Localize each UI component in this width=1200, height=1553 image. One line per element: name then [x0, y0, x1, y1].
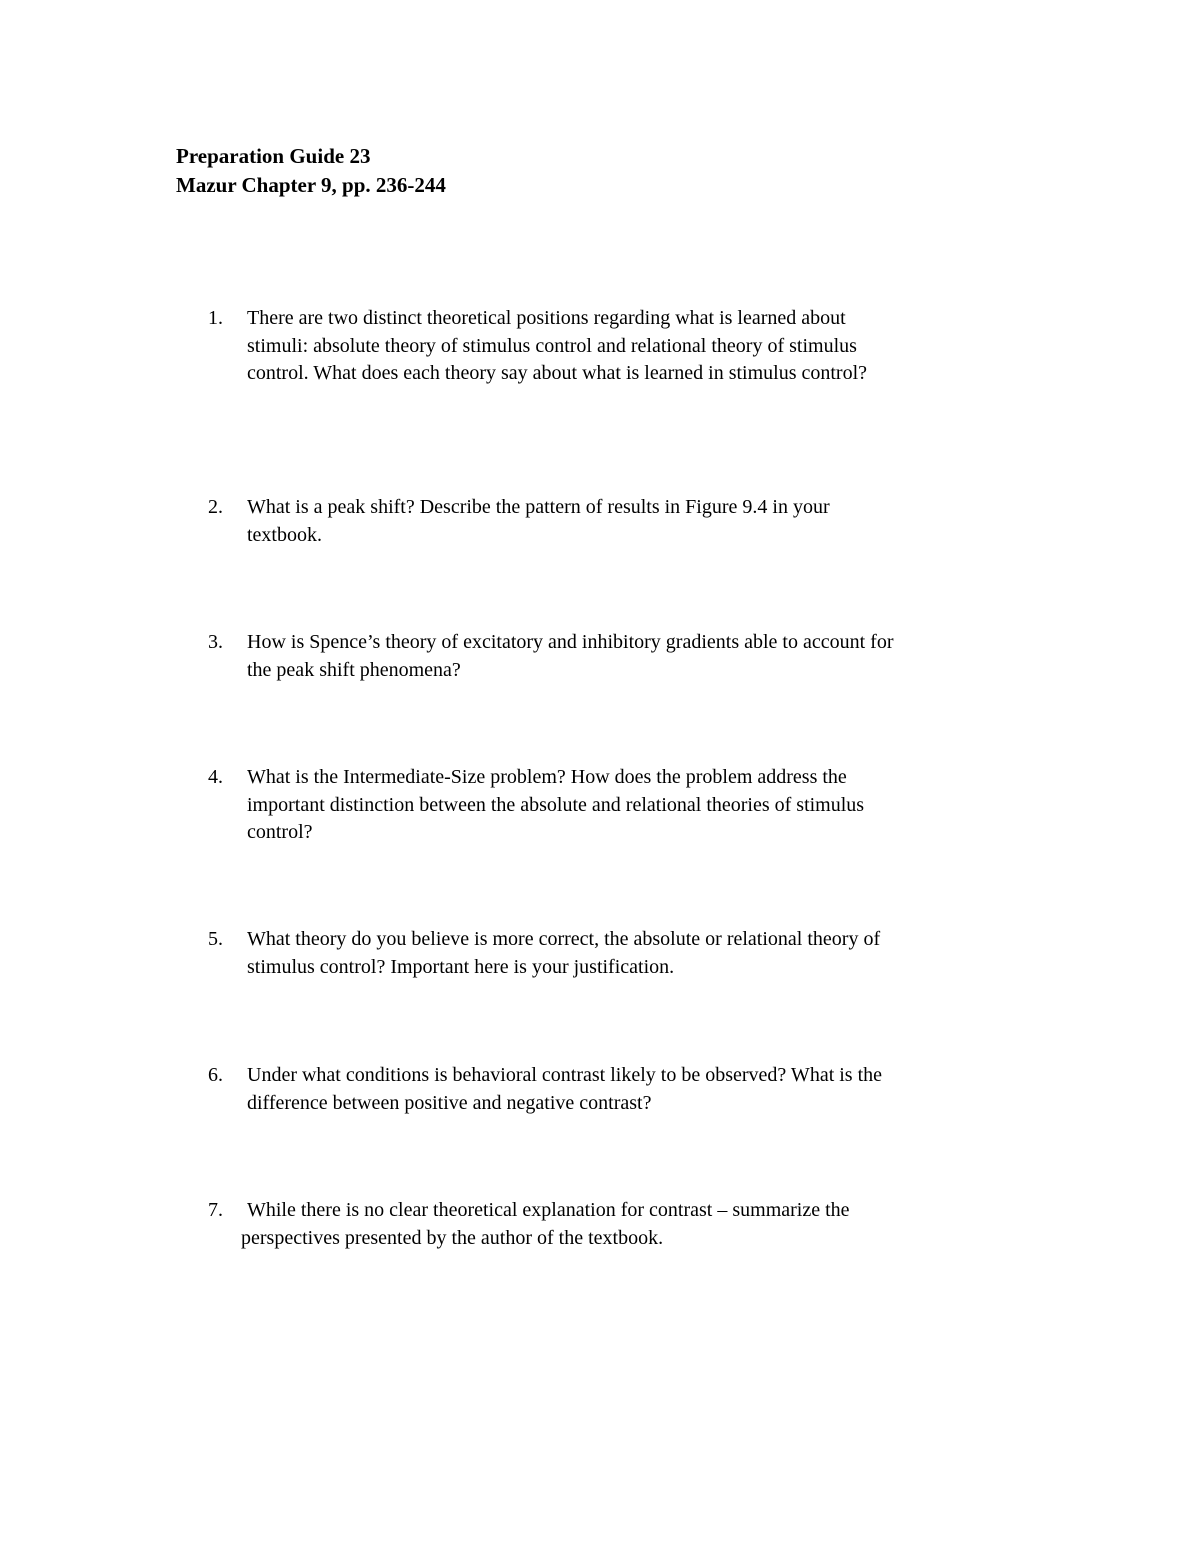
question-line: Under what conditions is behavioral contrast likely to be observed? What is the [247, 1064, 883, 1086]
question-number: 4. [208, 766, 223, 788]
document-subtitle: Mazur Chapter 9, pp. 236-244 [176, 173, 446, 197]
question-item [208, 494, 1028, 549]
question-item [208, 1197, 1028, 1252]
question-number: 1. [208, 307, 223, 329]
question-line: important distinction between the absolute and relational theories of stimulus [247, 793, 865, 816]
question-text [247, 926, 1017, 981]
question-line: What theory do you believe is more correct, the absolute or relational theory of [247, 928, 881, 950]
question-line: What is a peak shift? Describe the pattern of results in Figure 9.4 in your [247, 496, 830, 518]
question-line: perspectives presented by the author of the textbook. [241, 1226, 664, 1249]
question-number: 5. [208, 928, 223, 950]
question-text [247, 494, 1017, 549]
document-title: Preparation Guide 23 [176, 144, 371, 168]
question-text [247, 305, 1017, 388]
question-item [208, 926, 1028, 981]
document-heading [176, 142, 446, 200]
question-line: control? [247, 821, 313, 843]
question-line: There are two distinct theoretical positions regarding what is learned about [247, 307, 846, 329]
question-line: control. What does each theory say about what is learned in stimulus control? [247, 362, 868, 384]
question-line: stimuli: absolute theory of stimulus control and relational theory of stimulus [247, 334, 857, 357]
question-number: 3. [208, 631, 223, 653]
question-number: 2. [208, 496, 223, 518]
question-number: 7. [208, 1199, 223, 1221]
question-text [247, 629, 1017, 684]
question-text [247, 1062, 1017, 1117]
question-text [247, 764, 1017, 847]
question-line: While there is no clear theoretical explanation for contrast – summarize the [247, 1199, 850, 1221]
question-text [241, 1197, 1017, 1252]
question-line: the peak shift phenomena? [247, 658, 461, 681]
question-line: difference between positive and negative contrast? [247, 1091, 652, 1114]
question-line: textbook. [247, 523, 322, 546]
question-item [208, 764, 1028, 847]
question-line: stimulus control? Important here is your justification. [247, 955, 675, 978]
question-number: 6. [208, 1064, 223, 1086]
question-line: How is Spence’s theory of excitatory and inhibitory gradients able to account for [247, 631, 894, 653]
question-item [208, 305, 1028, 388]
question-line: What is the Intermediate-Size problem? How does the problem address the [247, 766, 847, 788]
question-item [208, 1062, 1028, 1117]
question-item [208, 629, 1028, 684]
